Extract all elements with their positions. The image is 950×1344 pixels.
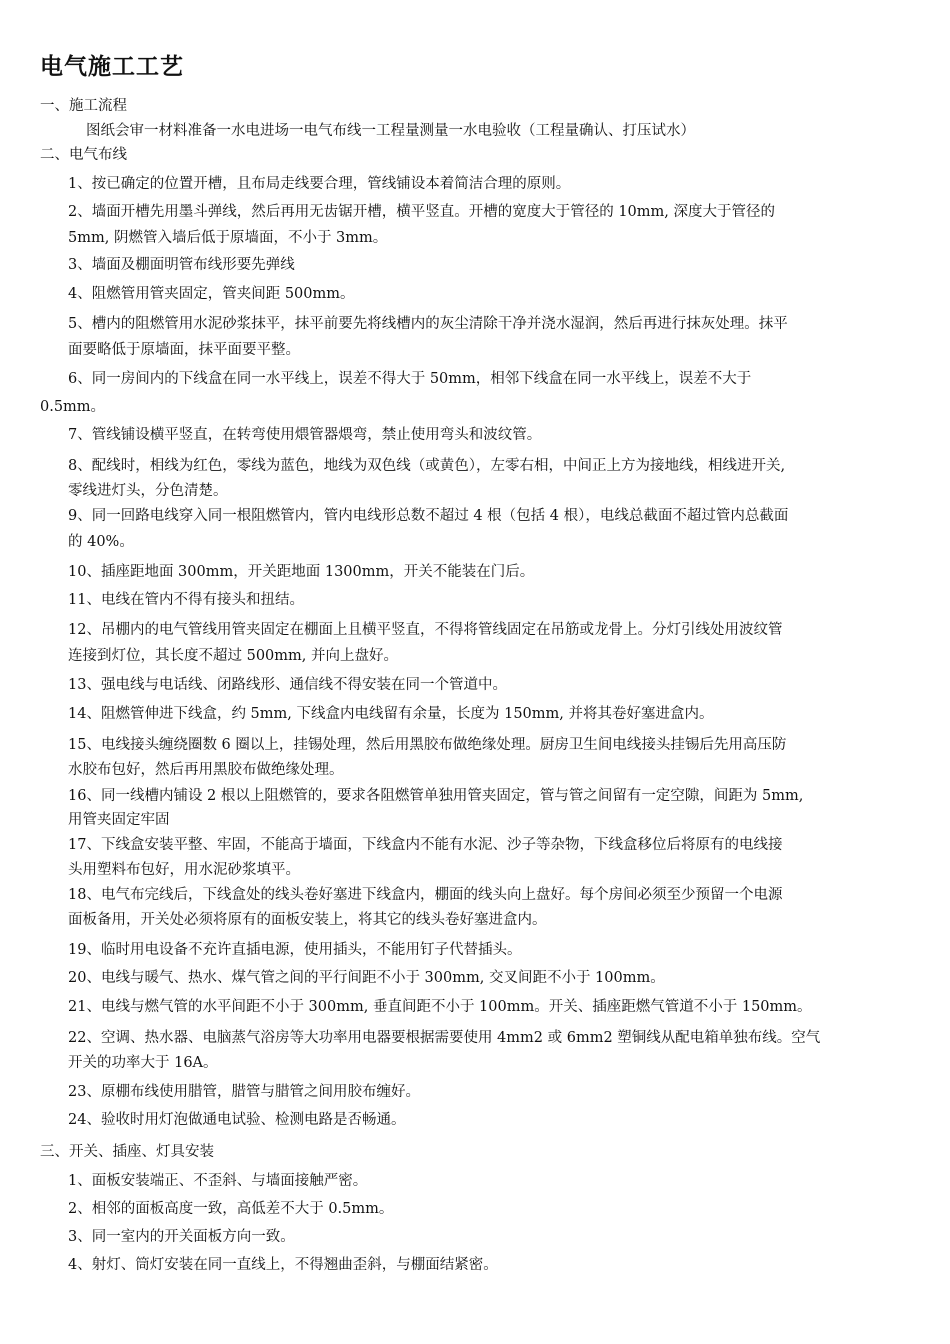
wiring-item-12: 12、吊棚内的电气管线用管夹固定在棚面上且横平竖直，不得将管线固定在吊筋或龙骨上。分灯引线处用波纹管	[68, 622, 783, 638]
wiring-item-16: 16、同一线槽内铺设 2 根以上阻燃管的，要求各阻燃管单独用管夹固定，管与管之间留有一定空隙，间距为 5mm,	[68, 788, 804, 804]
construction-flow-text: 图纸会审一材料准备一水电进场一电气布线一工程量测量一水电验收（工程量确认、打压试水）	[86, 123, 695, 139]
wiring-item-8: 8、配线时，相线为红色，零线为蓝色，地线为双色线（或黄色），左零右相，中间正上方为接地线，相线进开关,	[68, 458, 786, 474]
wiring-item-19: 19、临时用电设备不充许直插电源，使用插头，不能用钉子代替插头。	[68, 942, 522, 958]
wiring-item-5: 5、槽内的阻燃管用水泥砂浆抹平，抹平前要先将线槽内的灰尘清除干净并浇水湿润，然后再进行抹灰处理。抹平	[68, 316, 788, 332]
wiring-item-5-cont: 面要略低于原墙面，抹平面要平整。	[68, 342, 300, 358]
wiring-item-13: 13、强电线与电话线、闭路线形、通信线不得安装在同一个管道中。	[68, 677, 507, 693]
section-heading-wiring: 二、电气布线	[40, 147, 127, 163]
wiring-item-11: 11、电线在管内不得有接头和扭结。	[68, 592, 304, 608]
wiring-item-18-cont: 面板备用，开关处必须将原有的面板安装上，将其它的线头卷好塞进盒内。	[68, 912, 547, 928]
fixture-item-1: 1、面板安装端正、不歪斜、与墙面接触严密。	[68, 1173, 368, 1189]
fixture-item-3: 3、同一室内的开关面板方向一致。	[68, 1229, 295, 1245]
wiring-item-23: 23、原棚布线使用腊管，腊管与腊管之间用胶布缠好。	[68, 1084, 420, 1100]
wiring-item-6-cont: 0.5mm。	[40, 399, 106, 415]
wiring-item-17-cont: 头用塑料布包好，用水泥砂浆填平。	[68, 862, 300, 878]
wiring-item-6: 6、同一房间内的下线盒在同一水平线上，误差不得大于 50mm，相邻下线盒在同一水平线上，误差不大于	[68, 371, 752, 387]
wiring-item-21: 21、电线与燃气管的水平间距不小于 300mm, 垂直间距不小于 100mm。开关、插座距燃气管道不小于 150mm。	[68, 999, 812, 1015]
wiring-item-10: 10、插座距地面 300mm，开关距地面 1300mm，开关不能装在门后。	[68, 564, 535, 580]
wiring-item-17: 17、下线盒安装平整、牢固，不能高于墙面，下线盒内不能有水泥、沙子等杂物，下线盒移位后将原有的电线接	[68, 837, 783, 853]
wiring-item-4: 4、阻燃管用管夹固定，管夹间距 500mm。	[68, 286, 355, 302]
wiring-item-15-cont: 水胶布包好，然后再用黑胶布做绝缘处理。	[68, 762, 344, 778]
wiring-item-1: 1、按已确定的位置开槽，且布局走线要合理，管线铺设本着简洁合理的原则。	[68, 176, 571, 192]
wiring-item-15: 15、电线接头缠绕圈数 6 圈以上，挂锡处理，然后用黑胶布做绝缘处理。厨房卫生间电线接头挂锡后先用高压防	[68, 737, 787, 753]
fixture-item-4: 4、射灯、筒灯安装在同一直线上，不得翘曲歪斜，与棚面结紧密。	[68, 1257, 498, 1273]
wiring-item-22: 22、空调、热水器、电脑蒸气浴房等大功率用电器要根据需要使用 4mm2 或 6mm2 塑铜线从配电箱单独布线。空气	[68, 1030, 821, 1046]
wiring-item-3: 3、墙面及棚面明管布线形要先弹线	[68, 257, 295, 273]
wiring-item-8-cont: 零线进灯头，分色清楚。	[68, 483, 228, 499]
fixture-item-2: 2、相邻的面板高度一致，高低差不大于 0.5mm。	[68, 1201, 394, 1217]
wiring-item-14: 14、阻燃管伸进下线盒，约 5mm, 下线盒内电线留有余量，长度为 150mm, 并将其卷好塞进盒内。	[68, 706, 714, 722]
wiring-item-9: 9、同一回路电线穿入同一根阻燃管内，管内电线形总数不超过 4 根（包括 4 根），电线总截面不超过管内总截面	[68, 508, 789, 524]
wiring-item-2: 2、墙面开槽先用墨斗弹线，然后再用无齿锯开槽，横平竖直。开槽的宽度大于管径的 10mm, 深度大于管径的	[68, 204, 775, 220]
wiring-item-22-cont: 开关的功率大于 16A。	[68, 1055, 218, 1071]
wiring-item-12-cont: 连接到灯位，其长度不超过 500mm, 并向上盘好。	[68, 648, 399, 664]
section-heading-fixtures: 三、开关、插座、灯具安装	[40, 1144, 214, 1160]
wiring-item-18: 18、电气布完线后，下线盒处的线头卷好塞进下线盒内，棚面的线头向上盘好。每个房间必须至少预留一个电源	[68, 887, 783, 903]
wiring-item-16-cont: 用管夹固定牢固	[68, 812, 170, 828]
wiring-item-20: 20、电线与暖气、热水、煤气管之间的平行间距不小于 300mm, 交叉间距不小于 100mm。	[68, 970, 665, 986]
page-title: 电气施工工艺	[40, 54, 184, 80]
wiring-item-24: 24、验收时用灯泡做通电试验、检测电路是否畅通。	[68, 1112, 406, 1128]
wiring-item-2-cont: 5mm, 阴燃管入墙后低于原墙面，不小于 3mm。	[68, 230, 388, 246]
wiring-item-9-cont: 的 40%。	[68, 534, 134, 550]
section-heading-flow: 一、施工流程	[40, 98, 127, 114]
wiring-item-7: 7、管线铺设横平竖直，在转弯使用煨管器煨弯，禁止使用弯头和波纹管。	[68, 427, 542, 443]
